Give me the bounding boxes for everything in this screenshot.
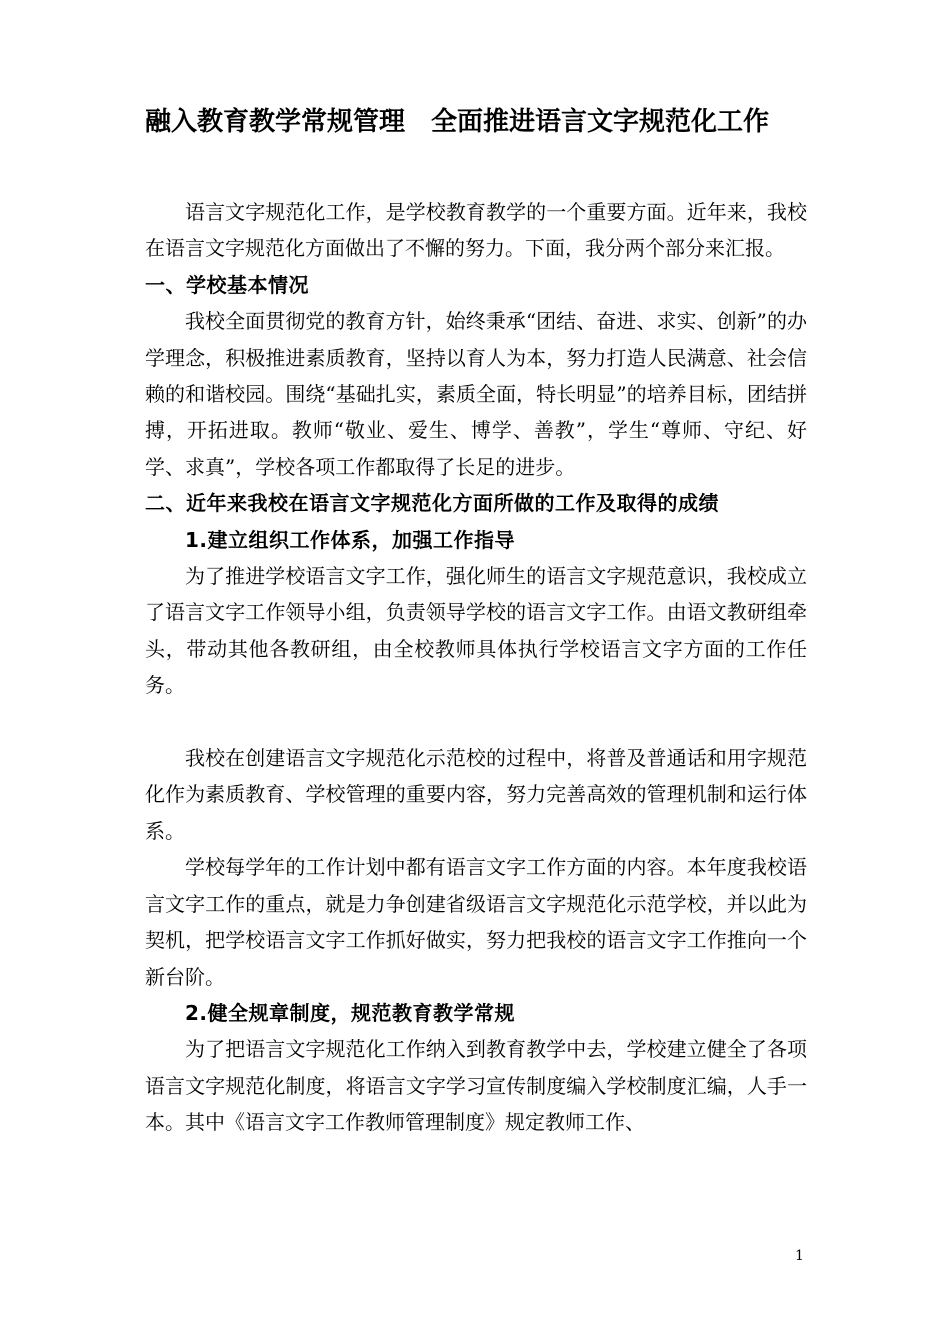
blank-line <box>145 704 807 740</box>
page-number: 1 <box>795 1248 804 1264</box>
section1-paragraph: 我校全面贯彻党的教育方针，始终秉承“团结、奋进、求实、创新”的办学理念，积极推进素质教育，坚持以育人为本，努力打造人民满意、社会信赖的和谐校园。围绕“基础扎实，素质全面，特长明显”的培养目标，团结拼搏，开拓进取。教师“敬业、爱生、博学、善教”，学生“尊师、守纪、好学、求真”，学校各项工作都取得了长足的进步。 <box>145 309 807 479</box>
subsection2-paragraph-1: 为了把语言文字规范化工作纳入到教育教学中去，学校建立健全了各项语言文字规范化制度，将语言文字学习宣传制度编入学校制度汇编，人手一本。其中《语言文字工作教师管理制度》规定教师工作、 <box>145 1037 807 1135</box>
document-body <box>145 194 807 1141</box>
subsection1-paragraph-1: 为了推进学校语言文字工作，强化师生的语言文字规范意识，我校成立了语言文字工作领导小组，负责领导学校的语言文字工作。由语文教研组牵头，带动其他各教研组，由全校教师具体执行学校语言文字方面的工作任务。 <box>145 564 807 698</box>
subsection2-heading: 2.健全规章制度，规范教育教学常规 <box>185 1000 516 1025</box>
intro-paragraph: 语言文字规范化工作，是学校教育教学的一个重要方面。近年来，我校在语言文字规范化方面做出了不懈的努力。下面，我分两个部分来汇报。 <box>145 200 807 261</box>
subsection1-paragraph-3: 学校每学年的工作计划中都有语言文字工作方面的内容。本年度我校语言文字工作的重点，就是力争创建省级语言文字规范化示范学校，并以此为契机，把学校语言文字工作抓好做实，努力把我校的语言文字工作推向一个新台阶。 <box>145 855 807 989</box>
section2-heading: 二、近年来我校在语言文字规范化方面所做的工作及取得的成绩 <box>145 491 719 516</box>
subsection1-heading: 1.建立组织工作体系，加强工作指导 <box>185 527 516 552</box>
subsection1-paragraph-2: 我校在创建语言文字规范化示范校的过程中，将普及普通话和用字规范化作为素质教育、学校管理的重要内容，努力完善高效的管理机制和运行体系。 <box>145 746 807 843</box>
section1-heading: 一、学校基本情况 <box>145 272 309 297</box>
document-title: 融入教育教学常规管理 全面推进语言文字规范化工作 <box>145 107 770 137</box>
